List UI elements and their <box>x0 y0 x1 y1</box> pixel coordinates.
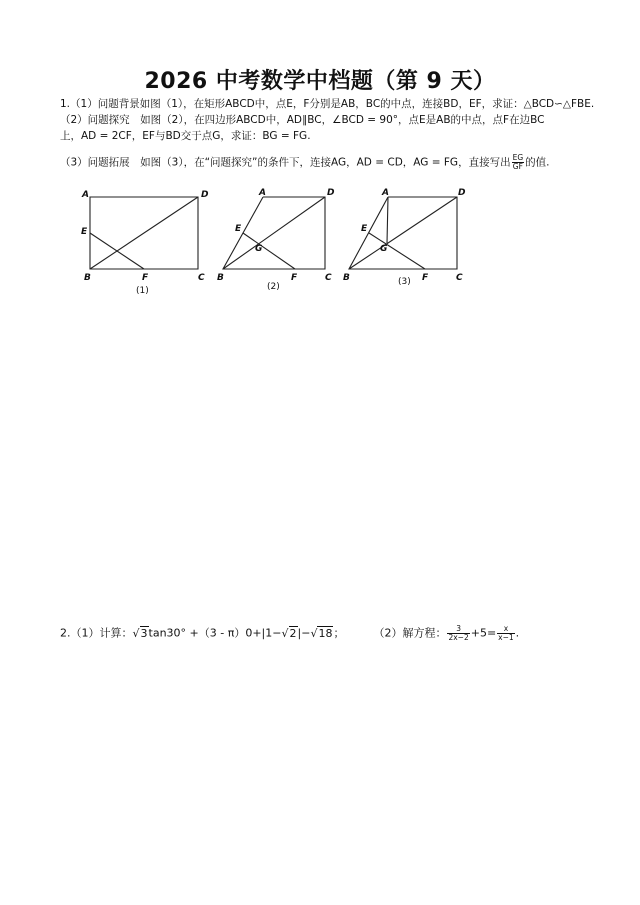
q2-part2-label: （2）解方程： <box>373 626 447 640</box>
q1-line-3: 上，AD = 2CF，EF与BD交于点G，求证：BG = FG. <box>60 130 311 142</box>
q2-part2-mid: +5= <box>470 626 497 640</box>
fraction-denominator: 2x−2 <box>448 633 469 642</box>
label-f: F <box>291 273 298 283</box>
q2-part1-end: ； <box>333 626 345 640</box>
sqrt2-radicand: 2 <box>289 626 297 640</box>
label-e: E <box>235 224 242 234</box>
segment-ag <box>387 197 388 243</box>
label-f: F <box>142 273 149 283</box>
label-b: B <box>84 273 91 283</box>
q2-line <box>60 625 600 642</box>
label-a: A <box>82 190 89 200</box>
label-d: D <box>458 188 466 198</box>
label-e: E <box>361 224 368 234</box>
fraction-numerator: x <box>497 625 515 634</box>
q1-line-4 <box>60 154 600 171</box>
q1-line-1: 1.（1）问题背景如图（1），在矩形ABCD中，点E，F分别是AB，BC的中点，连接BD，EF，求证：△BCD∽△FBE. <box>60 98 595 110</box>
sqrt18-radicand: 18 <box>318 626 333 640</box>
q1-line-2: （2）问题探究 如图（2），在四边形ABCD中，AD∥BC，∠BCD = 90°，点E是AB的中点，点F在边BC <box>60 114 545 126</box>
figure-2 <box>215 185 345 295</box>
label-e: E <box>81 227 88 237</box>
label-a: A <box>382 188 389 198</box>
label-d: D <box>201 190 209 200</box>
figure-1-caption: (1) <box>136 286 149 296</box>
q1-part3-text: （3）问题拓展 如图（3），在“问题探究”的条件下，连接AG，AD = CD，AG = FG，直接写出 <box>60 156 511 169</box>
label-f: F <box>422 273 429 283</box>
page-title: 2026 中考数学中档题（第 9 天） <box>144 69 496 94</box>
label-c: C <box>198 273 205 283</box>
sqrt3-radicand: 3 <box>140 626 148 640</box>
fraction-3-over-2x-2 <box>447 625 469 642</box>
figure-3-caption: (3) <box>398 277 411 287</box>
fraction-numerator: 3 <box>447 625 469 634</box>
q2-part1-mid2: |− <box>297 626 311 640</box>
segment-ef <box>243 233 295 269</box>
diagonal-bd <box>90 197 198 269</box>
fraction-numerator: EG <box>512 153 524 162</box>
label-c: C <box>325 273 332 283</box>
figure-1 <box>80 185 210 295</box>
fraction-denominator: GF <box>512 162 523 171</box>
sqrt2-expression: √2 <box>281 626 297 640</box>
label-b: B <box>217 273 224 283</box>
label-b: B <box>343 273 350 283</box>
sqrt18-expression: √18 <box>310 626 333 640</box>
q2-part1-label: 2.（1）计算： <box>60 626 133 640</box>
sqrt3-expression: √3 <box>132 626 148 640</box>
label-g: G <box>255 244 263 254</box>
label-g: G <box>380 244 388 254</box>
q2-part1-mid1: tan30° +（3 - π）0+|1− <box>148 626 282 640</box>
fraction-x-over-x-1 <box>497 625 515 642</box>
segment-ef <box>369 233 425 269</box>
q1-part3-end: 的值. <box>525 156 550 169</box>
label-a: A <box>259 188 266 198</box>
fraction-denominator: x−1 <box>498 633 514 642</box>
label-c: C <box>456 273 463 283</box>
figure-2-caption: (2) <box>267 282 280 292</box>
figure-3 <box>342 185 477 295</box>
eg-gf-fraction <box>512 154 525 171</box>
q2-part2-end: . <box>515 626 520 640</box>
label-d: D <box>327 188 335 198</box>
